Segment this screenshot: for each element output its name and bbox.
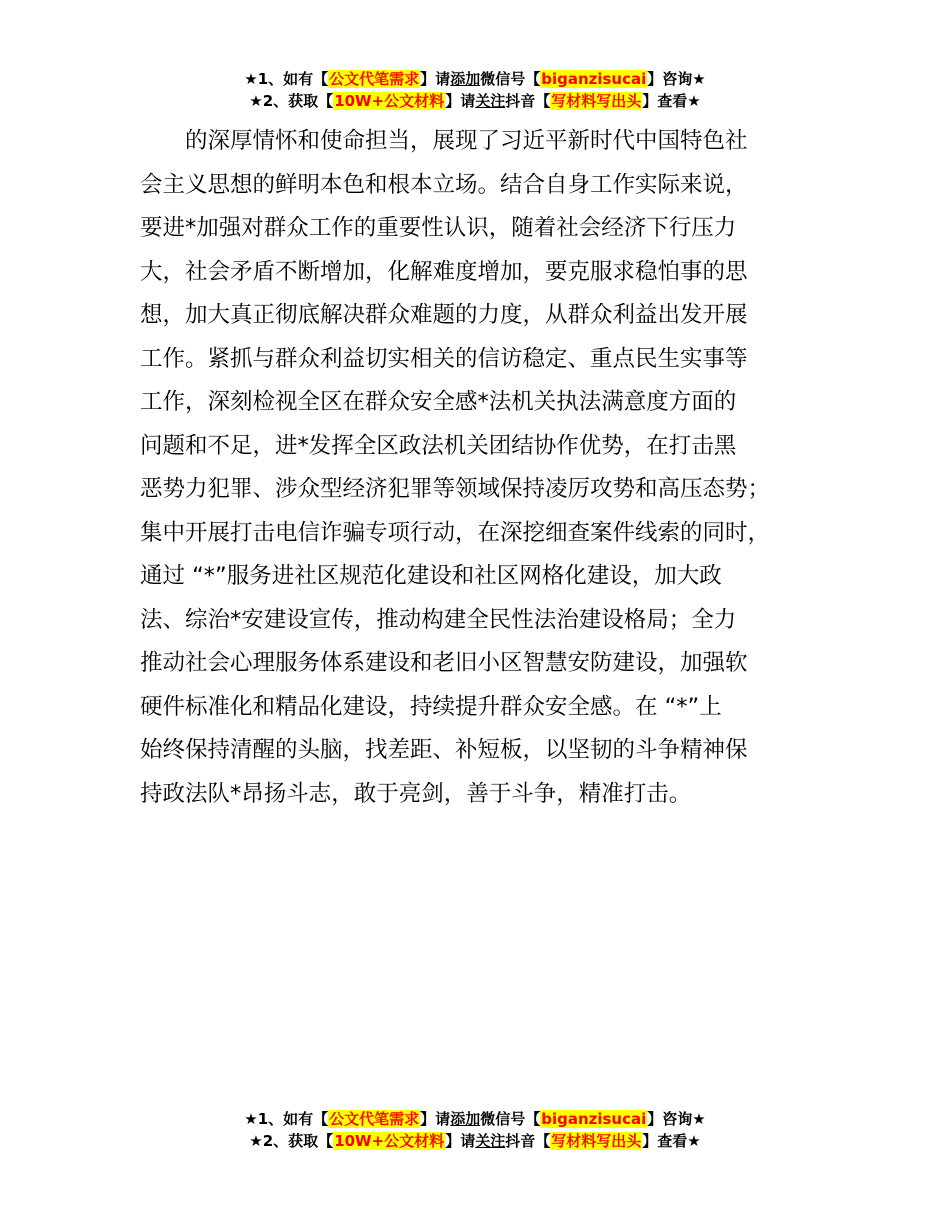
body-line: 想，加大真正彻底解决群众难题的力度，从群众利益出发开展: [140, 302, 748, 328]
header-underline-follow: 关注: [475, 92, 506, 110]
footer-line-1-text: 】请: [420, 1110, 451, 1128]
footer-highlight-wechat-id: biganzisucai: [541, 1110, 647, 1128]
body-line: 工作，深刻检视全区在群众安全感*法机关执法满意度方面的: [140, 389, 737, 415]
header-highlight-douyin-account: 写材料写出头: [551, 92, 642, 110]
body-line: 恶势力犯罪、涉众型经济犯罪等领域保持凌厉攻势和高压态势；: [140, 476, 771, 502]
footer-line-1-suffix: 】咨询★: [647, 1110, 706, 1128]
body-line: 推动社会心理服务体系建设和老旧小区智慧安防建设，加强软: [140, 650, 748, 676]
header-line-1-text-2: 微信号【: [480, 70, 541, 88]
footer-highlight-douyin-account: 写材料写出头: [551, 1132, 642, 1150]
body-line: 大，社会矛盾不断增加，化解难度增加，要克服求稳怕事的思: [140, 258, 748, 285]
body-line: 始终保持清醒的头脑，找差距、补短板，以坚韧的斗争精神保: [140, 737, 748, 763]
body-line: 持政法队*昂扬斗志，敢于亮剑，善于斗争，精准打击。: [140, 780, 692, 807]
footer-line-2-text: 】请: [445, 1132, 476, 1150]
body-line: 的深厚情怀和使命担当，展现了习近平新时代中国特色社: [185, 128, 748, 154]
header-line-2-text-2: 抖音【: [505, 92, 551, 110]
body-line: 集中开展打击电信诈骗专项行动，在深挖细查案件线索的同时，: [140, 519, 771, 546]
footer-underline-add: 添加: [450, 1110, 481, 1128]
body-line: 法、综治*安建设宣传，推动构建全民性法治建设格局；全力: [140, 606, 737, 633]
footer-line-1: [0, 1108, 950, 1130]
header-banner: [0, 68, 950, 112]
header-line-2-prefix: ★2、获取【: [249, 92, 334, 110]
body-line: 通过 “*”服务进社区规范化建设和社区网格化建设，加大政: [140, 563, 722, 589]
header-highlight-materials: 10W+公文材料: [334, 92, 445, 110]
body-line: 要进*加强对群众工作的重要性认识，随着社会经济下行压力: [140, 215, 737, 241]
footer-underline-follow: 关注: [475, 1132, 506, 1150]
body-line: 问题和不足，进*发挥全区政法机关团结协作优势，在打击黑: [140, 432, 737, 459]
footer-line-2: [0, 1130, 950, 1152]
header-highlight-service: 公文代笔需求: [329, 70, 420, 88]
body-line: 会主义思想的鲜明本色和根本立场。结合自身工作实际来说，: [140, 171, 748, 198]
header-line-2-text: 】请: [445, 92, 476, 110]
footer-highlight-service: 公文代笔需求: [329, 1110, 420, 1128]
header-line-2-suffix: 】查看★: [642, 92, 701, 110]
footer-line-1-prefix: ★1、如有【: [244, 1110, 329, 1128]
body-line: 工作。紧抓与群众利益切实相关的信访稳定、重点民生实事等: [140, 345, 748, 372]
header-line-2: [0, 90, 950, 112]
header-line-1-suffix: 】咨询★: [647, 70, 706, 88]
header-line-1-prefix: ★1、如有【: [244, 70, 329, 88]
header-line-1-text: 】请: [420, 70, 451, 88]
footer-banner: [0, 1108, 950, 1152]
footer-highlight-materials: 10W+公文材料: [334, 1132, 445, 1150]
header-line-1: [0, 68, 950, 90]
footer-line-2-suffix: 】查看★: [642, 1132, 701, 1150]
body-line: 硬件标准化和精品化建设，持续提升群众安全感。在 “*”上: [140, 693, 722, 720]
header-highlight-wechat-id: biganzisucai: [541, 70, 647, 88]
header-underline-add: 添加: [450, 70, 481, 88]
footer-line-2-prefix: ★2、获取【: [249, 1132, 334, 1150]
footer-line-1-text-2: 微信号【: [480, 1110, 541, 1128]
document-body: [140, 120, 840, 816]
footer-line-2-text-2: 抖音【: [505, 1132, 551, 1150]
